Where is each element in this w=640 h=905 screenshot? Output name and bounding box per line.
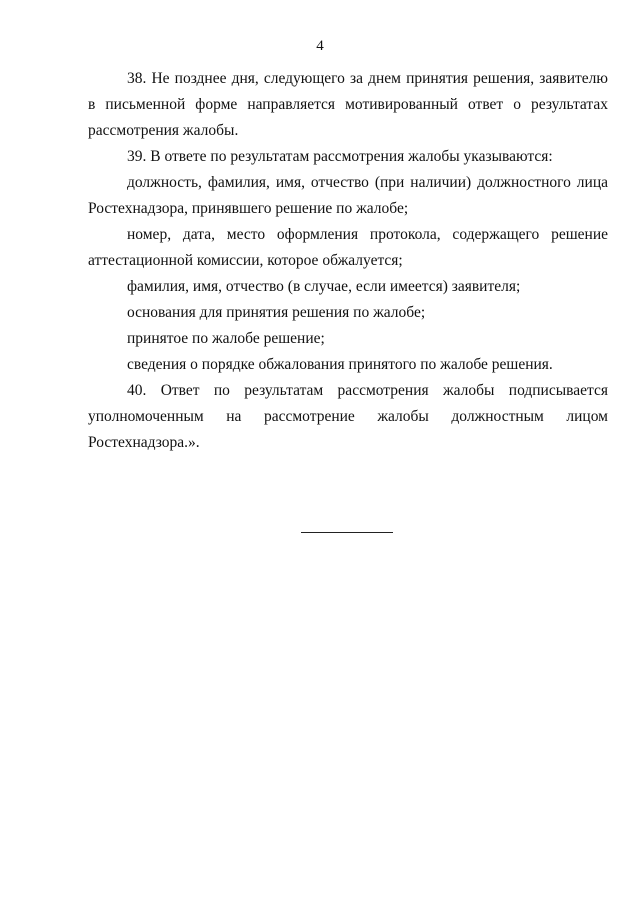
paragraph-40: 40. Ответ по результатам рассмотрения жалобы подписывается уполномоченным на рассмотрение жалобы должностным лицом Ростехнадзора.». bbox=[88, 382, 608, 451]
list-item-appeal-procedure: сведения о порядке обжалования принятого по жалобе решения. bbox=[127, 356, 553, 373]
page-number: 4 bbox=[316, 38, 324, 54]
paragraph-39: 39. В ответе по результатам рассмотрения жалобы указываются: bbox=[127, 148, 553, 165]
list-item-protocol: номер, дата, место оформления протокола, содержащего решение аттестационной комиссии, которое обжалуется; bbox=[88, 226, 608, 269]
list-item-applicant-name: фамилия, имя, отчество (в случае, если имеется) заявителя; bbox=[127, 278, 521, 295]
list-item-grounds: основания для принятия решения по жалобе; bbox=[127, 304, 426, 321]
paragraph-38: 38. Не позднее дня, следующего за днем принятия решения, заявителю в письменной форме направляется мотивированный ответ о результатах рассмотрения жалобы. bbox=[88, 70, 608, 139]
document-body bbox=[88, 66, 608, 456]
end-divider bbox=[301, 532, 393, 533]
list-item-position-name: должность, фамилия, имя, отчество (при наличии) должностного лица Ростехнадзора, принявшего решение по жалобе; bbox=[88, 174, 608, 217]
list-item-decision: принятое по жалобе решение; bbox=[127, 330, 325, 347]
